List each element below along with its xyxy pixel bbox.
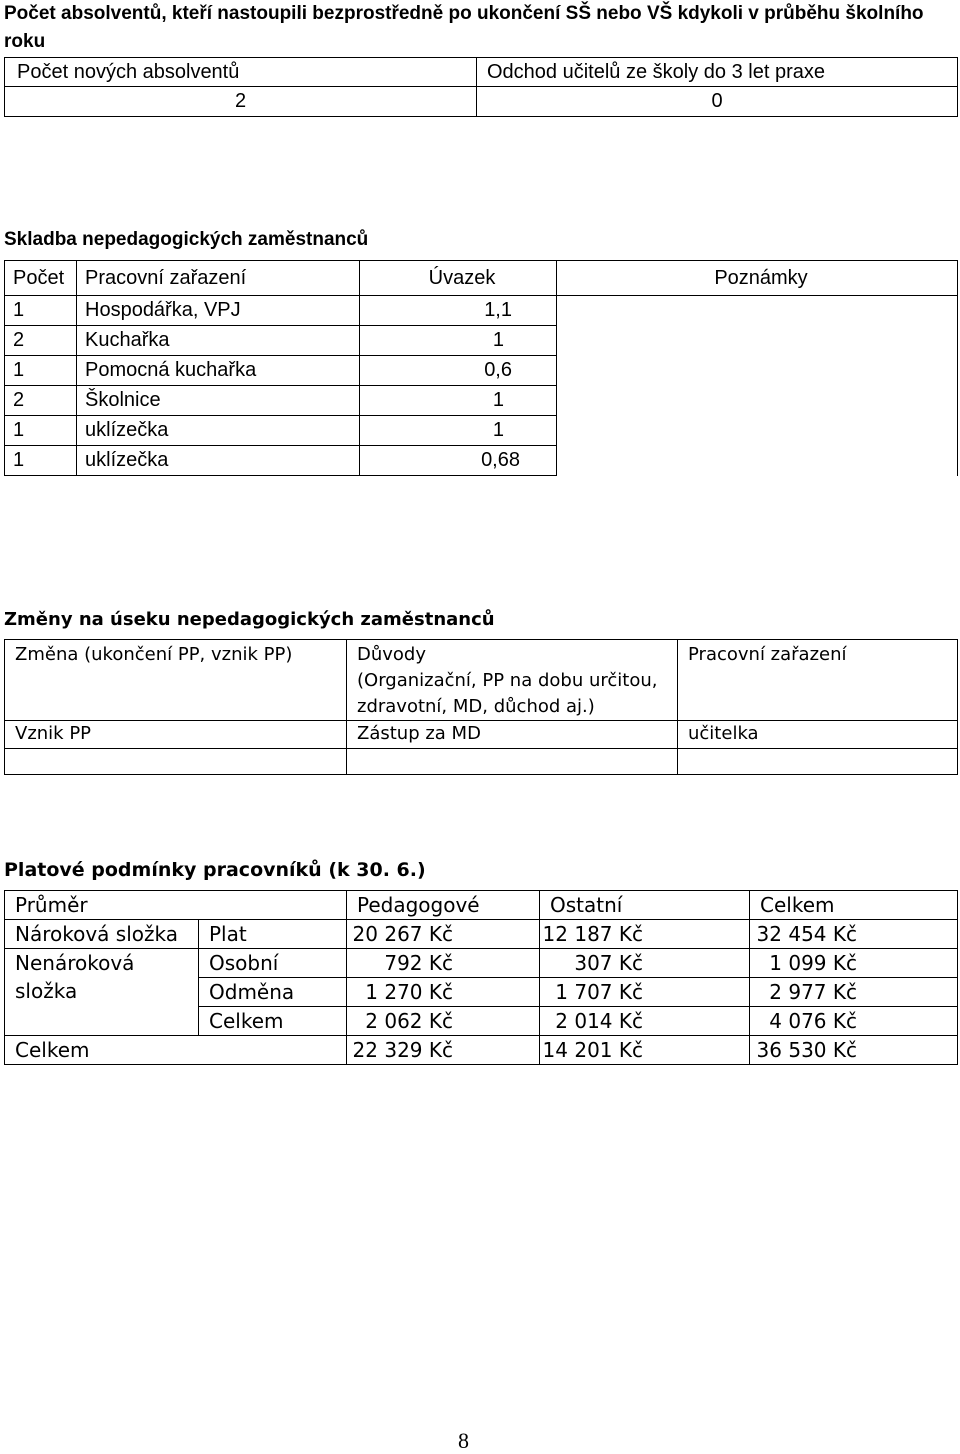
header-reasons [347,640,678,721]
value-total: 32 454 Kč [750,920,958,949]
row-load: 1 [360,416,557,446]
value-others: 2 014 Kč [540,1007,750,1036]
row-load: 0,6 [360,356,557,386]
header-notes: Poznámky [557,261,958,296]
row-count: 1 [5,416,77,446]
table-row [5,416,958,446]
table-row [5,296,958,326]
bonus-label: Odměna [199,978,347,1007]
value-others: 1 707 Kč [540,978,750,1007]
table-row [5,949,958,978]
row-load: 0,68 [360,446,557,476]
row-position: uklízečka [77,416,360,446]
header-total: Celkem [750,891,958,920]
value-teachers: 22 329 Kč [347,1036,540,1065]
table-row [5,721,958,749]
row-position: uklízečka [77,446,360,476]
row-load: 1 [360,326,557,356]
table-row [5,920,958,949]
non-entitled-component-label [5,949,199,1036]
header-reasons-line1: Důvody [357,644,427,665]
value-teachers: 2 062 Kč [347,1007,540,1036]
table-row-empty [5,749,958,775]
row-load: 1 [360,386,557,416]
empty-cell [678,749,958,775]
empty-cell [347,749,678,775]
row-position: Pomocná kuchařka [77,356,360,386]
table-row [5,356,958,386]
entitled-component-label: Nároková složka [5,920,199,949]
empty-cell [5,749,347,775]
non-teaching-staff-table [4,260,958,476]
change-position: učitelka [678,721,958,749]
salary-label: Plat [199,920,347,949]
table-row-total [5,1036,958,1065]
page-number: 8 [458,1428,469,1453]
section3-heading: Změny na úseku nepedagogických zaměstnanců [4,609,495,630]
header-others: Ostatní [540,891,750,920]
header-position: Pracovní zařazení [77,261,360,296]
new-graduates-value: 2 [5,87,477,117]
value-teachers: 20 267 Kč [347,920,540,949]
table-row [5,386,958,416]
teachers-leaving-header: Odchod učitelů ze školy do 3 let praxe [477,58,958,87]
personal-label: Osobní [199,949,347,978]
row-load: 1,1 [360,296,557,326]
value-total: 4 076 Kč [750,1007,958,1036]
header-average: Průměr [5,891,347,920]
value-total: 2 977 Kč [750,978,958,1007]
non-entitled-line1: Nenároková [15,951,135,975]
row-position: Školnice [77,386,360,416]
section1-heading: Počet absolventů, kteří nastoupili bezprostředně po ukončení SŠ nebo VŠ kdykoli v průběhu školního roku [4,3,924,52]
table-row [5,326,958,356]
header-reasons-line3: zdravotní, MD, důchod aj.) [357,696,595,717]
header-count: Počet [5,261,77,296]
row-position: Hospodářka, VPJ [77,296,360,326]
row-count: 1 [5,296,77,326]
header-teachers: Pedagogové [347,891,540,920]
header-position: Pracovní zařazení [678,640,958,721]
value-others: 307 Kč [540,949,750,978]
row-count: 2 [5,386,77,416]
table-row [5,446,958,476]
value-others: 12 187 Kč [540,920,750,949]
salary-header-row [5,891,958,920]
table-header-row [5,261,958,296]
graduates-table [4,57,958,117]
header-reasons-line2: (Organizační, PP na dobu určitou, [357,670,658,691]
row-notes [557,416,958,446]
value-total: 1 099 Kč [750,949,958,978]
staff-changes-table [4,639,958,775]
value-total: 36 530 Kč [750,1036,958,1065]
change-type: Vznik PP [5,721,347,749]
row-count: 1 [5,356,77,386]
new-graduates-header: Počet nových absolventů [5,58,477,87]
row-notes [557,356,958,386]
value-teachers: 1 270 Kč [347,978,540,1007]
row-position: Kuchařka [77,326,360,356]
subtotal-label: Celkem [199,1007,347,1036]
header-change: Změna (ukončení PP, vznik PP) [5,640,347,721]
section2-heading: Skladba nepedagogických zaměstnanců [4,229,369,250]
salary-table [4,890,958,1065]
row-count: 1 [5,446,77,476]
row-notes [557,296,958,326]
row-notes [557,446,958,476]
row-count: 2 [5,326,77,356]
row-notes [557,326,958,356]
value-teachers: 792 Kč [347,949,540,978]
value-others: 14 201 Kč [540,1036,750,1065]
teachers-leaving-value: 0 [477,87,958,117]
row-notes [557,386,958,416]
total-label: Celkem [5,1036,347,1065]
non-entitled-line2: složka [15,979,78,1003]
section4-heading: Platové podmínky pracovníků (k 30. 6.) [4,859,426,881]
header-load: Úvazek [360,261,557,296]
change-reason: Zástup za MD [347,721,678,749]
